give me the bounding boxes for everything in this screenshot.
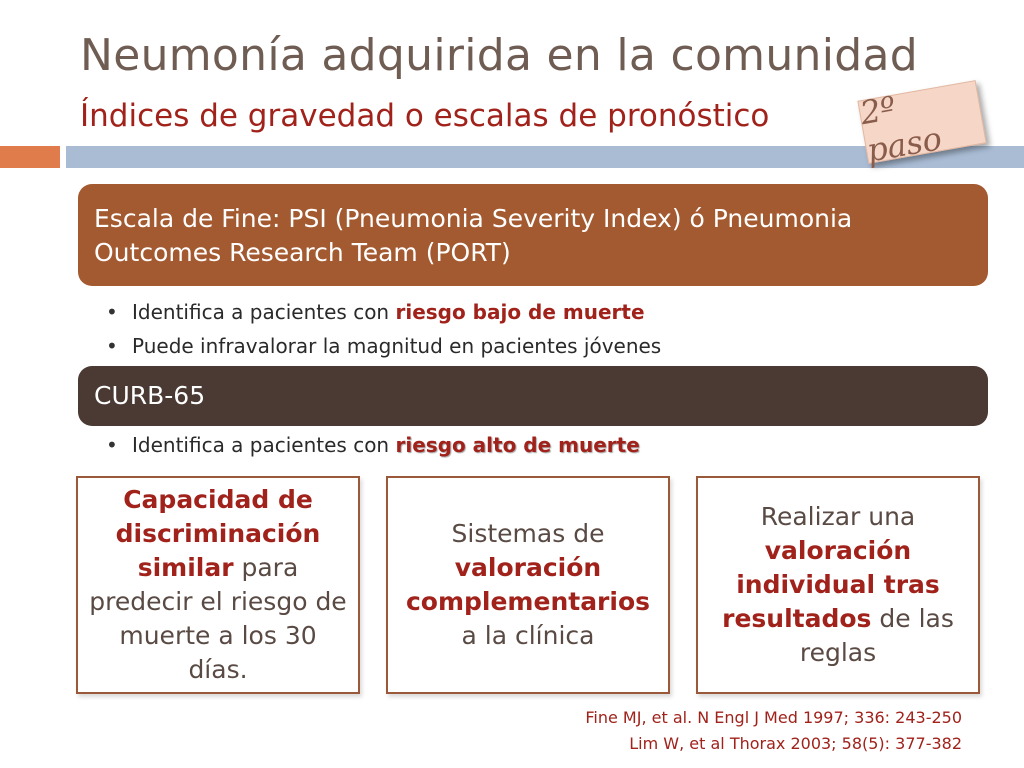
box-pre: Realizar una [760, 502, 916, 531]
box-pre: Sistemas de [451, 519, 605, 548]
box-text [396, 517, 660, 653]
fine-bullet-item [104, 329, 661, 363]
box-text [86, 483, 350, 687]
curb-bullet-list [104, 428, 640, 462]
accent-bar-orange [0, 146, 60, 168]
bullet-emphasis: riesgo bajo de muerte [395, 300, 645, 324]
fine-scale-line-2: Outcomes Research Team (PORT) [94, 238, 511, 267]
fine-scale-line-1: Escala de Fine: PSI (Pneumonia Severity Index) ó Pneumonia [94, 204, 853, 233]
box-body: a la clínica [461, 621, 595, 650]
fine-scale-band [78, 184, 988, 286]
box-emphasis: valoración individual tras resultados [722, 536, 940, 633]
curb65-band [78, 366, 988, 426]
slide-title: Neumonía adquirida en la comunidad [80, 30, 918, 81]
conclusion-box-complementary [386, 476, 670, 694]
box-body: para predecir el riesgo de muerte a los 30 días. [89, 553, 347, 684]
bullet-text: Identifica a pacientes con [132, 433, 396, 457]
bullet-emphasis: riesgo alto de muerte [395, 433, 640, 457]
fine-bullet-list [104, 295, 661, 363]
box-emphasis: valoración complementarios [405, 553, 651, 616]
slide-subtitle: Índices de gravedad o escalas de pronóstico [80, 98, 770, 134]
box-text [706, 500, 970, 670]
box-body: de las reglas [799, 604, 954, 667]
bullet-text: Puede infravalorar la magnitud en pacientes jóvenes [132, 334, 662, 358]
step-sticker [857, 80, 986, 170]
fine-bullet-item [104, 295, 661, 329]
bullet-text: Identifica a pacientes con [132, 300, 396, 324]
reference-fine: Fine MJ, et al. N Engl J Med 1997; 336: 243-250 [585, 708, 962, 727]
box-emphasis: Capacidad de discriminación similar [115, 485, 321, 582]
reference-lim: Lim W, et al Thorax 2003; 58(5): 377-382 [629, 734, 962, 753]
conclusion-box-discrimination [76, 476, 360, 694]
curb-bullet-item [104, 428, 640, 462]
step-sticker-label: 2º paso [857, 88, 945, 170]
conclusion-box-individual [696, 476, 980, 694]
curb65-label: CURB-65 [94, 381, 206, 410]
